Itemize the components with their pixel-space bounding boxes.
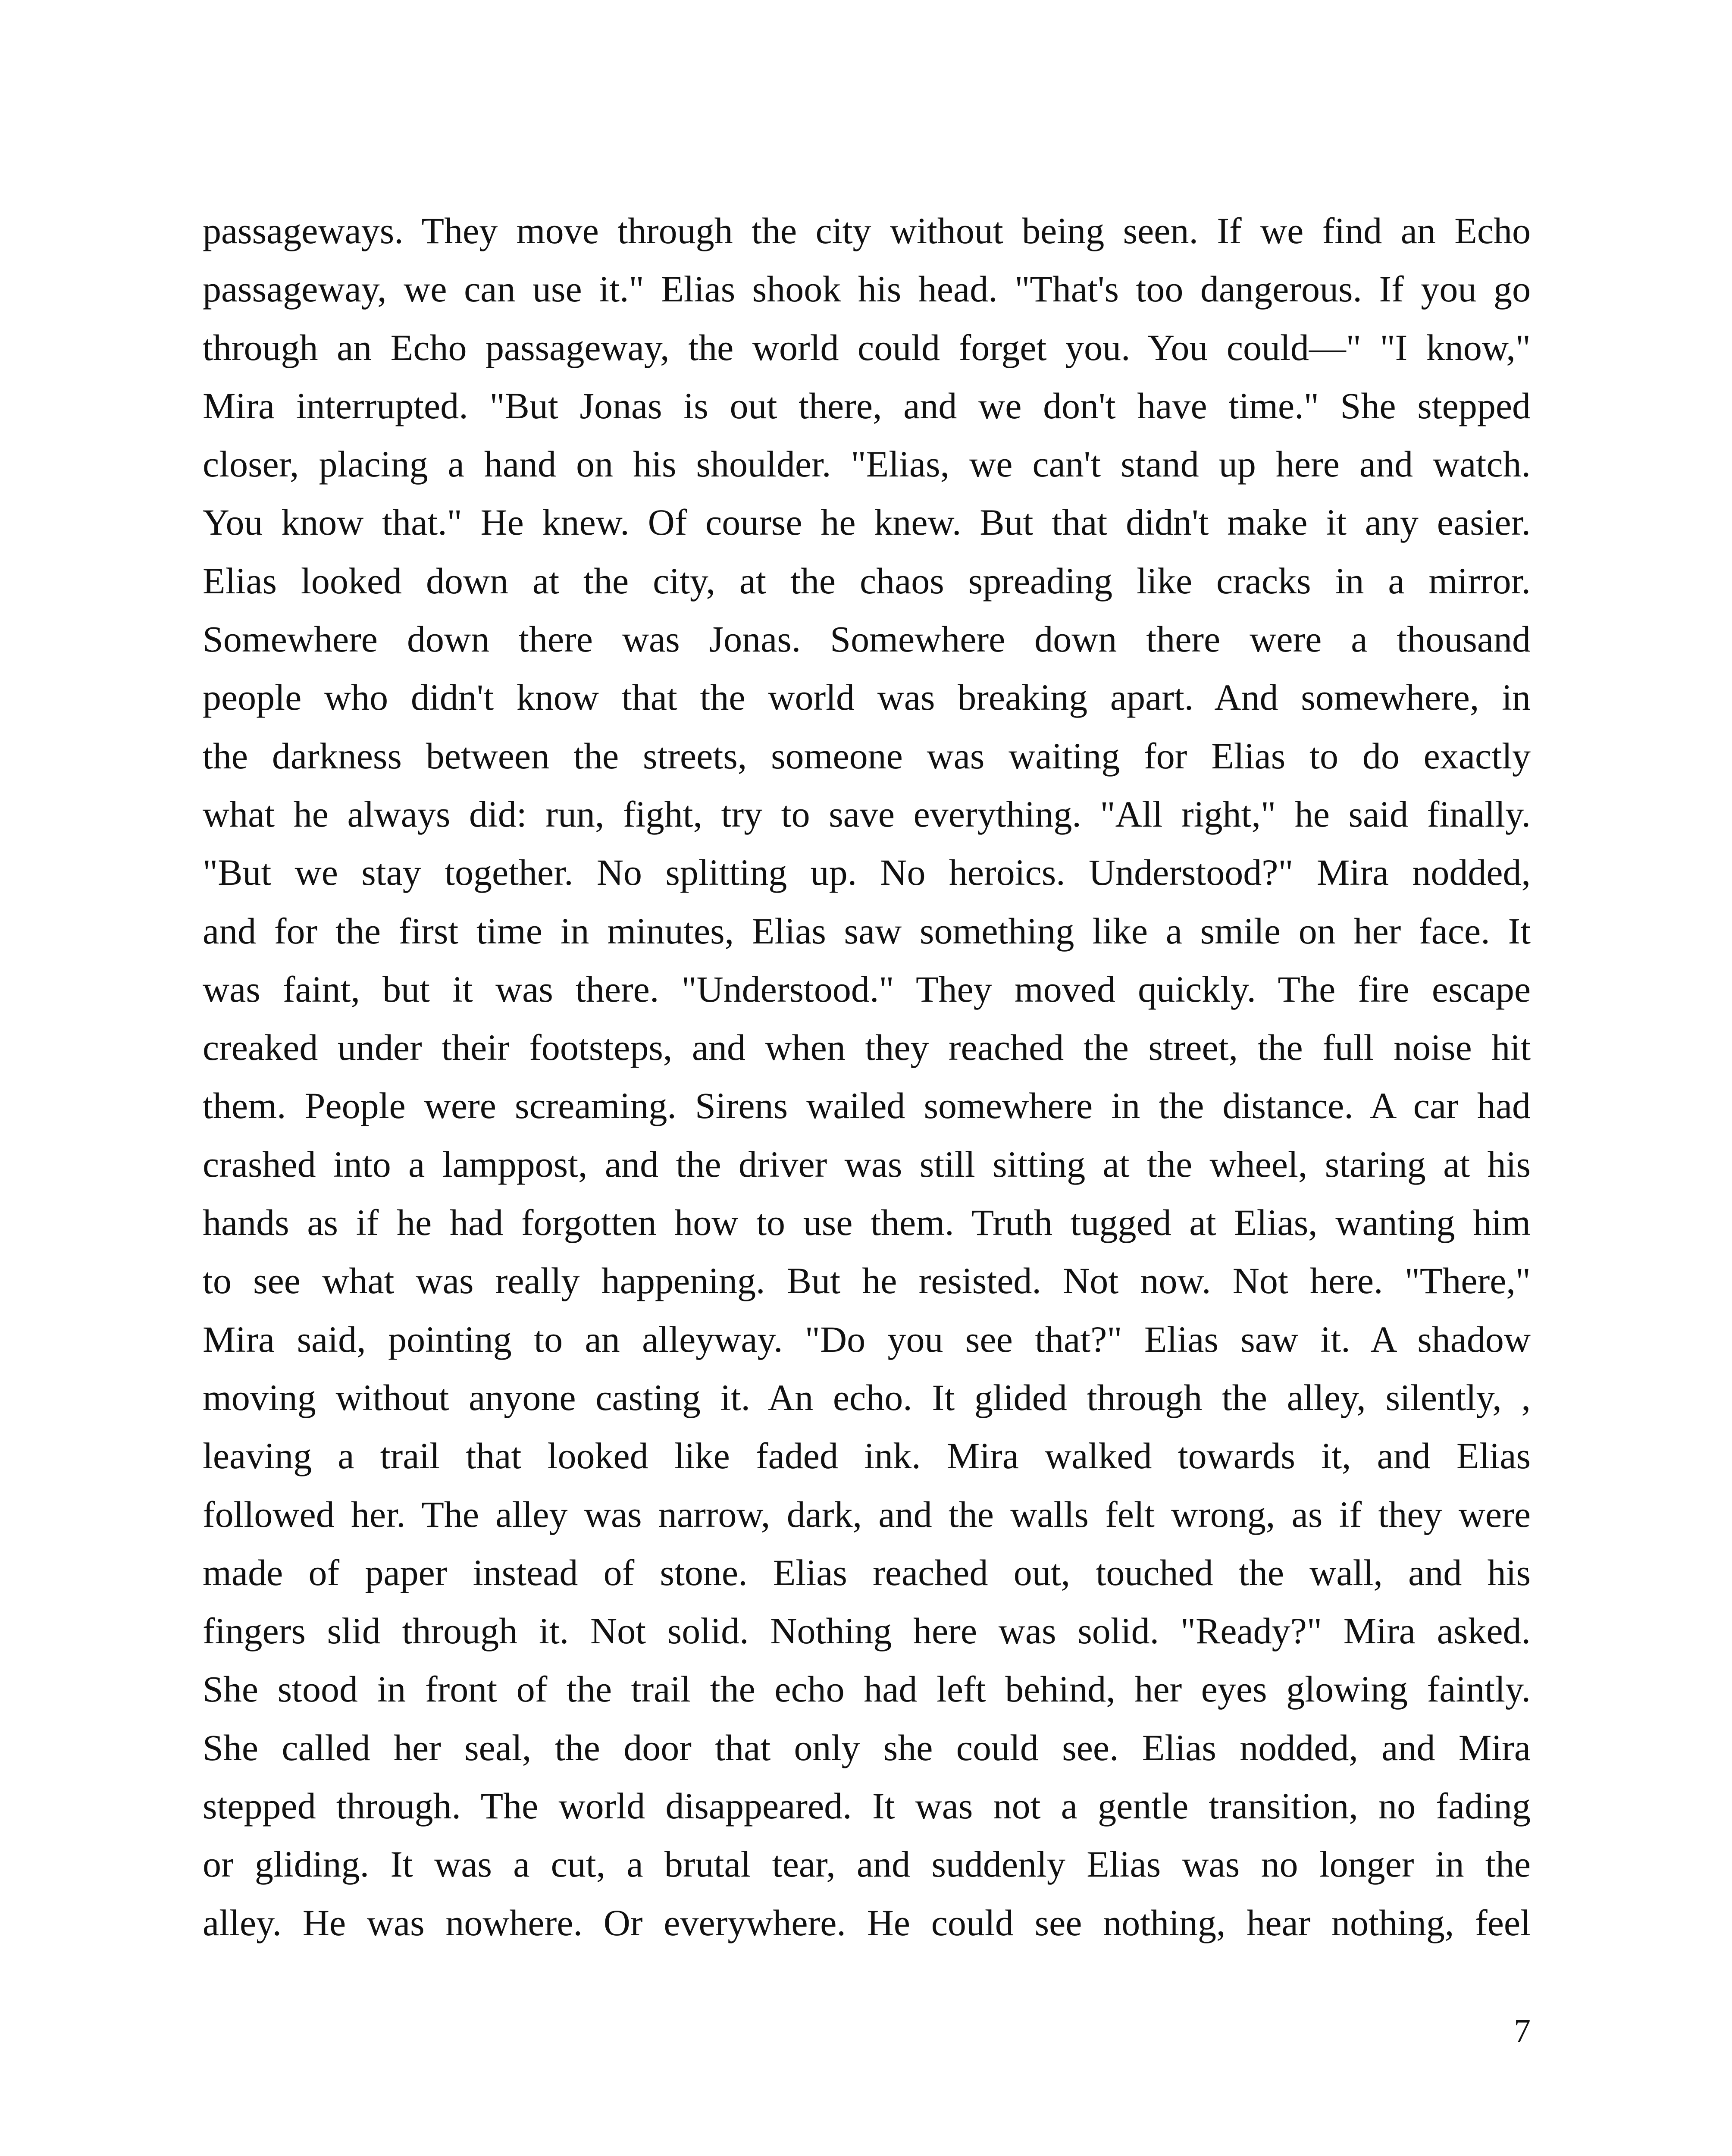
text-line: creaked under their footsteps, and when they reached the street, the full noise hit [203,1027,1531,1069]
body-text [203,202,1531,1952]
text-line: what he always did: run, fight, try to save everything. "All right," he said finally. [203,793,1531,835]
text-line: or gliding. It was a cut, a brutal tear, and suddenly Elias was no longer in the [203,1843,1531,1885]
text-line: through an Echo passageway, the world could forget you. You could—" "I know," [203,326,1531,368]
text-line: the darkness between the streets, someone was waiting for Elias to do exactly [203,735,1531,777]
page-number: 7 [1514,2012,1531,2049]
text-line: hands as if he had forgotten how to use them. Truth tugged at Elias, wanting him [203,1202,1531,1244]
text-line: Mira said, pointing to an alleyway. "Do you see that?" Elias saw it. A shadow [203,1318,1531,1360]
text-line: and for the first time in minutes, Elias saw something like a smile on her face. It [203,910,1531,952]
text-line: to see what was really happening. But he resisted. Not now. Not here. "There," [203,1260,1531,1302]
text-line: You know that." He knew. Of course he knew. But that didn't make it any easier. [203,501,1531,543]
text-line: Somewhere down there was Jonas. Somewhere down there were a thousand [203,618,1531,660]
text-line: crashed into a lamppost, and the driver was still sitting at the wheel, staring at his [203,1143,1531,1185]
text-line: "But we stay together. No splitting up. No heroics. Understood?" Mira nodded, [203,852,1531,893]
text-line: passageways. They move through the city without being seen. If we find an Echo [203,210,1531,251]
text-line: leaving a trail that looked like faded ink. Mira walked towards it, and Elias [203,1435,1531,1477]
text-line: was faint, but it was there. "Understood." They moved quickly. The fire escape [203,968,1531,1010]
text-line: followed her. The alley was narrow, dark, and the walls felt wrong, as if they were [203,1493,1531,1535]
text-line: stepped through. The world disappeared. It was not a gentle transition, no fading [203,1785,1531,1827]
text-line: She called her seal, the door that only she could see. Elias nodded, and Mira [203,1727,1531,1768]
text-line: She stood in front of the trail the echo had left behind, her eyes glowing faintly. [203,1668,1531,1710]
text-line: moving without anyone casting it. An echo. It glided through the alley, silently, , [203,1376,1531,1418]
text-line: passageway, we can use it." Elias shook his head. "That's too dangerous. If you go [203,268,1531,310]
text-line: closer, placing a hand on his shoulder. "Elias, we can't stand up here and watch. [203,443,1531,485]
text-line: people who didn't know that the world was breaking apart. And somewhere, in [203,677,1531,718]
text-line: them. People were screaming. Sirens wailed somewhere in the distance. A car had [203,1085,1531,1127]
text-line: Mira interrupted. "But Jonas is out there, and we don't have time." She stepped [203,385,1531,426]
text-line: made of paper instead of stone. Elias reached out, touched the wall, and his [203,1551,1531,1593]
text-line: fingers slid through it. Not solid. Nothing here was solid. "Ready?" Mira asked. [203,1610,1531,1652]
text-line: alley. He was nowhere. Or everywhere. He could see nothing, hear nothing, feel [203,1902,1531,1943]
text-line: Elias looked down at the city, at the chaos spreading like cracks in a mirror. [203,560,1531,602]
